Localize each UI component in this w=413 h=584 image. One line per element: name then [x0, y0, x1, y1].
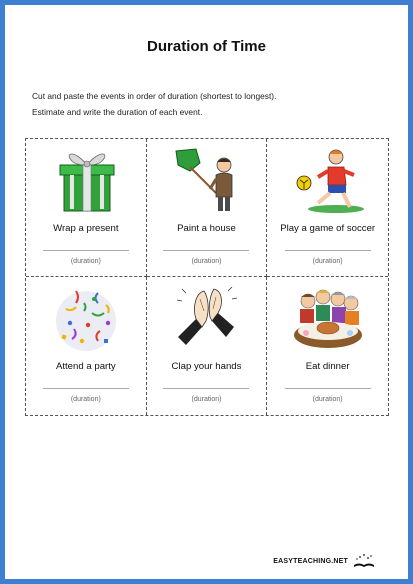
event-label: Eat dinner [305, 361, 350, 372]
event-label: Wrap a present [53, 223, 119, 234]
footer-brand [273, 553, 376, 569]
event-card [26, 139, 147, 277]
event-card [267, 277, 388, 415]
brand-text: EASYTEACHING.NET [273, 557, 348, 565]
event-label: Attend a party [55, 361, 116, 372]
event-card [267, 139, 388, 277]
event-card [147, 277, 268, 415]
duration-placeholder: (duration) [70, 258, 101, 265]
duration-placeholder: (duration) [70, 396, 101, 403]
answer-line[interactable] [285, 388, 371, 389]
answer-line[interactable] [43, 250, 129, 251]
duration-placeholder: (duration) [312, 258, 343, 265]
answer-line[interactable] [163, 250, 249, 251]
event-card [147, 139, 268, 277]
answer-line[interactable] [285, 250, 371, 251]
confetti-icon [46, 283, 126, 353]
instruction-line-2: Estimate and write the duration of each event. [32, 107, 203, 117]
family-dinner-icon [288, 283, 368, 353]
soccer-player-icon [288, 145, 368, 215]
answer-line[interactable] [163, 388, 249, 389]
gift-icon [46, 145, 126, 215]
painting-man-icon [166, 145, 246, 215]
event-label: Clap your hands [171, 361, 242, 372]
instruction-line-1: Cut and paste the events in order of duration (shortest to longest). [32, 91, 277, 101]
event-label: Play a game of soccer [280, 223, 376, 234]
answer-line[interactable] [43, 388, 129, 389]
page-title: Duration of Time [147, 38, 266, 55]
event-label: Paint a house [177, 223, 236, 234]
event-card [26, 277, 147, 415]
event-card-grid [25, 138, 389, 416]
book-logo-icon [352, 553, 376, 569]
duration-placeholder: (duration) [312, 396, 343, 403]
clapping-hands-icon [166, 283, 246, 353]
duration-placeholder: (duration) [191, 258, 222, 265]
duration-placeholder: (duration) [191, 396, 222, 403]
